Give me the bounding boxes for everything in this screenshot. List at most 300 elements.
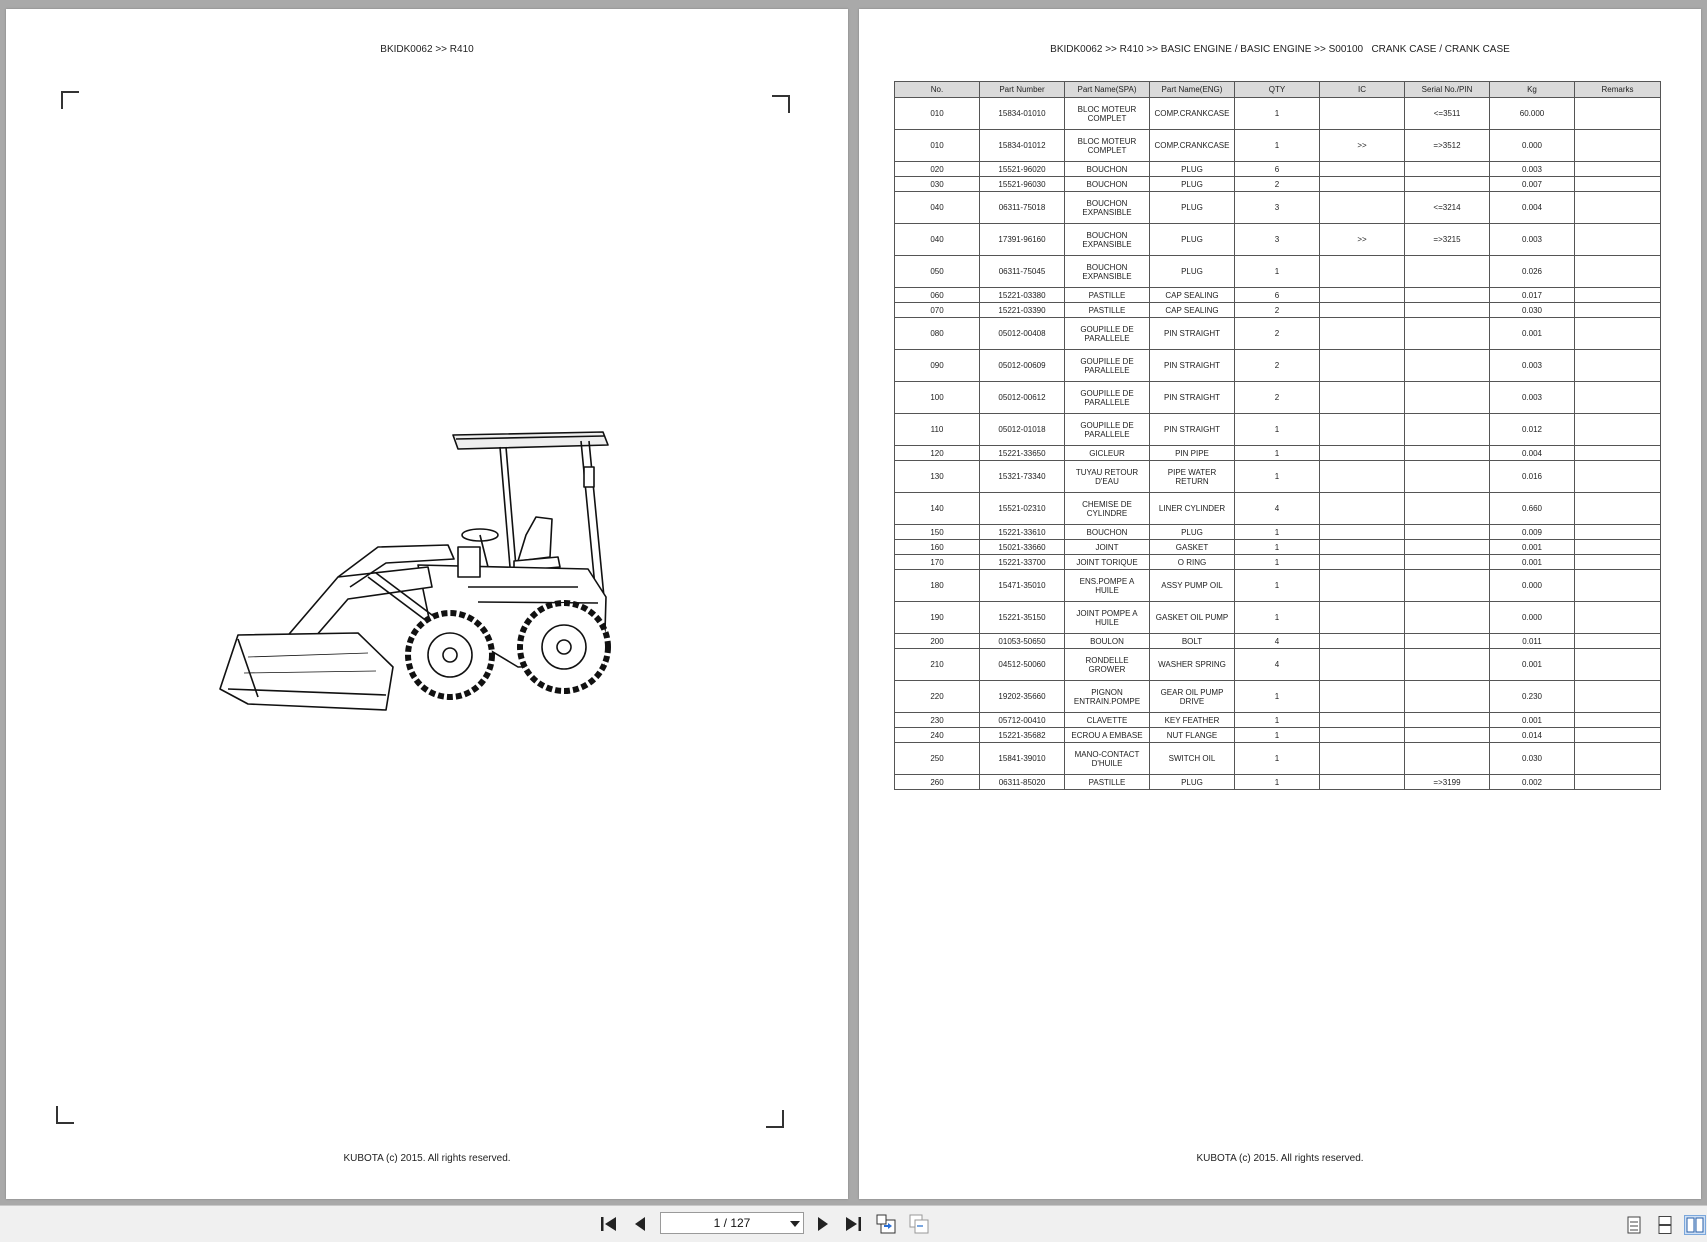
table-cell: 15834-01010 [980, 98, 1065, 130]
table-cell: 0.003 [1490, 350, 1575, 382]
table-cell: 180 [895, 570, 980, 602]
table-cell: 06311-75018 [980, 192, 1065, 224]
table-cell: =>3512 [1405, 130, 1490, 162]
table-cell [1320, 493, 1405, 525]
table-cell [1405, 649, 1490, 681]
table-cell [1575, 570, 1661, 602]
table-cell: 0.030 [1490, 743, 1575, 775]
rotate-icon [875, 1214, 897, 1234]
table-cell: 0.230 [1490, 681, 1575, 713]
table-cell: LINER CYLINDER [1150, 493, 1235, 525]
table-cell: 15521-96030 [980, 177, 1065, 192]
table-cell [1405, 634, 1490, 649]
next-page-icon [816, 1216, 830, 1232]
table-cell [1320, 192, 1405, 224]
table-cell [1575, 414, 1661, 446]
table-cell: 110 [895, 414, 980, 446]
table-cell: 06311-75045 [980, 256, 1065, 288]
table-cell: 0.002 [1490, 775, 1575, 790]
table-cell: 170 [895, 555, 980, 570]
table-row [895, 224, 1661, 256]
table-cell: PLUG [1150, 525, 1235, 540]
table-row [895, 634, 1661, 649]
table-row [895, 681, 1661, 713]
right-page-header: BKIDK0062 >> R410 >> BASIC ENGINE / BASIC ENGINE >> S00100 CRANK CASE / CRANK CASE [1050, 44, 1510, 55]
table-cell: BOULON [1065, 634, 1150, 649]
table-cell: PLUG [1150, 256, 1235, 288]
table-cell [1575, 649, 1661, 681]
table-cell [1320, 303, 1405, 318]
table-cell: GASKET [1150, 540, 1235, 555]
table-cell: 0.001 [1490, 318, 1575, 350]
table-cell [1575, 555, 1661, 570]
continuous-view-button[interactable] [1654, 1215, 1676, 1235]
table-cell: <=3511 [1405, 98, 1490, 130]
fit-page-button[interactable] [908, 1214, 930, 1234]
table-cell [1405, 288, 1490, 303]
table-cell: PIN STRAIGHT [1150, 318, 1235, 350]
table-cell: GOUPILLE DE PARALLELE [1065, 414, 1150, 446]
table-cell: CHEMISE DE CYLINDRE [1065, 493, 1150, 525]
table-cell: 1 [1235, 570, 1320, 602]
table-cell [1405, 446, 1490, 461]
table-cell: CAP SEALING [1150, 288, 1235, 303]
table-cell [1575, 540, 1661, 555]
table-cell: BOUCHON [1065, 177, 1150, 192]
table-row [895, 288, 1661, 303]
table-row [895, 98, 1661, 130]
table-row [895, 570, 1661, 602]
table-cell: TUYAU RETOUR D'EAU [1065, 461, 1150, 493]
table-cell: 1 [1235, 414, 1320, 446]
parts-table [894, 81, 1661, 790]
table-cell [1405, 525, 1490, 540]
page-number-input[interactable] [660, 1212, 804, 1234]
table-cell [1320, 728, 1405, 743]
table-cell: 05012-00609 [980, 350, 1065, 382]
table-cell: 080 [895, 318, 980, 350]
table-cell [1320, 681, 1405, 713]
table-cell: 240 [895, 728, 980, 743]
table-cell: COMP.CRANKCASE [1150, 98, 1235, 130]
table-cell [1405, 162, 1490, 177]
column-header: Kg [1490, 82, 1575, 98]
table-cell [1575, 224, 1661, 256]
table-cell: 1 [1235, 525, 1320, 540]
left-page-header: BKIDK0062 >> R410 [380, 44, 474, 55]
table-row [895, 382, 1661, 414]
table-cell: PIGNON ENTRAIN.POMPE [1065, 681, 1150, 713]
table-cell: 0.001 [1490, 713, 1575, 728]
table-cell [1575, 525, 1661, 540]
table-cell: 210 [895, 649, 980, 681]
table-cell [1320, 525, 1405, 540]
previous-page-icon [633, 1216, 647, 1232]
table-cell: 230 [895, 713, 980, 728]
table-cell: 0.003 [1490, 162, 1575, 177]
table-cell: 010 [895, 130, 980, 162]
table-cell: 15221-33650 [980, 446, 1065, 461]
table-cell: 2 [1235, 177, 1320, 192]
table-cell [1320, 177, 1405, 192]
table-row [895, 446, 1661, 461]
table-row [895, 256, 1661, 288]
table-cell: 090 [895, 350, 980, 382]
table-cell [1575, 192, 1661, 224]
last-page-button[interactable] [842, 1214, 864, 1234]
two-page-icon [1686, 1217, 1704, 1233]
table-cell: 0.012 [1490, 414, 1575, 446]
table-cell [1575, 634, 1661, 649]
table-cell: 04512-50060 [980, 649, 1065, 681]
table-cell [1320, 634, 1405, 649]
table-cell: BOUCHON EXPANSIBLE [1065, 256, 1150, 288]
table-cell: 2 [1235, 382, 1320, 414]
table-cell: 05012-00612 [980, 382, 1065, 414]
next-page-button[interactable] [812, 1214, 834, 1234]
table-cell: <=3214 [1405, 192, 1490, 224]
table-cell [1405, 303, 1490, 318]
table-cell: 0.003 [1490, 382, 1575, 414]
table-cell: 100 [895, 382, 980, 414]
crop-mark-bottom-left [56, 1106, 74, 1124]
table-cell: 040 [895, 224, 980, 256]
table-cell: 020 [895, 162, 980, 177]
right-page [859, 9, 1701, 1199]
table-cell: 0.001 [1490, 649, 1575, 681]
table-row [895, 461, 1661, 493]
table-cell: 0.000 [1490, 130, 1575, 162]
viewer-toolbar [0, 1205, 1707, 1242]
table-cell: 0.011 [1490, 634, 1575, 649]
table-row [895, 303, 1661, 318]
table-cell: PLUG [1150, 775, 1235, 790]
table-cell: 260 [895, 775, 980, 790]
table-cell: 250 [895, 743, 980, 775]
table-cell: 2 [1235, 318, 1320, 350]
chevron-down-icon [790, 1221, 800, 1227]
table-cell: 050 [895, 256, 980, 288]
table-cell: 15221-35682 [980, 728, 1065, 743]
table-row [895, 493, 1661, 525]
table-cell [1575, 461, 1661, 493]
table-row [895, 555, 1661, 570]
table-cell: 200 [895, 634, 980, 649]
table-cell [1575, 382, 1661, 414]
table-cell: 15321-73340 [980, 461, 1065, 493]
table-cell: GOUPILLE DE PARALLELE [1065, 350, 1150, 382]
table-cell: RONDELLE GROWER [1065, 649, 1150, 681]
table-cell: 15521-02310 [980, 493, 1065, 525]
table-cell: BLOC MOTEUR COMPLET [1065, 98, 1150, 130]
table-cell [1575, 350, 1661, 382]
table-cell: PIN STRAIGHT [1150, 382, 1235, 414]
table-cell [1405, 555, 1490, 570]
table-cell [1405, 681, 1490, 713]
table-cell [1405, 177, 1490, 192]
table-cell [1575, 288, 1661, 303]
table-cell: 05012-01018 [980, 414, 1065, 446]
table-cell: GOUPILLE DE PARALLELE [1065, 382, 1150, 414]
table-cell: 140 [895, 493, 980, 525]
table-cell: 130 [895, 461, 980, 493]
table-cell: 17391-96160 [980, 224, 1065, 256]
table-cell: 0.000 [1490, 570, 1575, 602]
table-cell [1405, 318, 1490, 350]
table-cell: 06311-85020 [980, 775, 1065, 790]
table-cell: O RING [1150, 555, 1235, 570]
table-cell [1405, 414, 1490, 446]
table-cell: MANO-CONTACT D'HUILE [1065, 743, 1150, 775]
table-row [895, 192, 1661, 224]
table-cell: 15221-33610 [980, 525, 1065, 540]
table-cell: 19202-35660 [980, 681, 1065, 713]
table-row [895, 649, 1661, 681]
previous-page-button[interactable] [629, 1214, 651, 1234]
table-cell: PLUG [1150, 192, 1235, 224]
table-cell: SWITCH OIL [1150, 743, 1235, 775]
table-cell: GASKET OIL PUMP [1150, 602, 1235, 634]
table-cell: 0.014 [1490, 728, 1575, 743]
table-cell [1575, 446, 1661, 461]
table-cell [1320, 162, 1405, 177]
table-cell: JOINT [1065, 540, 1150, 555]
table-cell: PLUG [1150, 224, 1235, 256]
table-cell [1575, 318, 1661, 350]
table-cell [1320, 382, 1405, 414]
table-cell [1320, 540, 1405, 555]
table-cell: GOUPILLE DE PARALLELE [1065, 318, 1150, 350]
table-cell: PIN PIPE [1150, 446, 1235, 461]
table-cell: 0.001 [1490, 555, 1575, 570]
table-cell: PIN STRAIGHT [1150, 350, 1235, 382]
table-row [895, 713, 1661, 728]
table-cell: PASTILLE [1065, 288, 1150, 303]
table-cell: 070 [895, 303, 980, 318]
table-cell: 120 [895, 446, 980, 461]
table-cell: ASSY PUMP OIL [1150, 570, 1235, 602]
table-cell [1320, 256, 1405, 288]
table-cell: 150 [895, 525, 980, 540]
table-cell: BLOC MOTEUR COMPLET [1065, 130, 1150, 162]
table-cell: 01053-50650 [980, 634, 1065, 649]
table-cell [1405, 728, 1490, 743]
table-row [895, 775, 1661, 790]
table-cell: 3 [1235, 192, 1320, 224]
rotate-button[interactable] [875, 1214, 897, 1234]
table-cell: 15521-96020 [980, 162, 1065, 177]
table-cell: PIN STRAIGHT [1150, 414, 1235, 446]
table-cell [1405, 602, 1490, 634]
table-row [895, 318, 1661, 350]
table-cell: 05012-00408 [980, 318, 1065, 350]
table-cell: 1 [1235, 540, 1320, 555]
table-cell: PLUG [1150, 162, 1235, 177]
table-cell: =>3215 [1405, 224, 1490, 256]
continuous-icon [1658, 1216, 1672, 1234]
table-cell: 4 [1235, 649, 1320, 681]
first-page-icon [600, 1216, 618, 1232]
table-header-row [895, 82, 1661, 98]
table-cell: 4 [1235, 493, 1320, 525]
table-row [895, 177, 1661, 192]
left-page-footer: KUBOTA (c) 2015. All rights reserved. [343, 1153, 511, 1164]
table-cell: CAP SEALING [1150, 303, 1235, 318]
table-cell: =>3199 [1405, 775, 1490, 790]
table-cell: WASHER SPRING [1150, 649, 1235, 681]
table-cell: 1 [1235, 130, 1320, 162]
table-cell [1405, 570, 1490, 602]
table-cell: BOUCHON EXPANSIBLE [1065, 192, 1150, 224]
table-cell: 0.001 [1490, 540, 1575, 555]
fit-page-icon [908, 1214, 930, 1234]
table-cell [1575, 602, 1661, 634]
column-header: IC [1320, 82, 1405, 98]
table-cell: 1 [1235, 256, 1320, 288]
table-cell: ECROU A EMBASE [1065, 728, 1150, 743]
table-cell: 15834-01012 [980, 130, 1065, 162]
single-page-icon [1627, 1216, 1641, 1234]
table-cell: 0.017 [1490, 288, 1575, 303]
table-cell: JOINT POMPE A HUILE [1065, 602, 1150, 634]
table-cell: 1 [1235, 743, 1320, 775]
table-cell: 0.004 [1490, 192, 1575, 224]
table-cell [1320, 602, 1405, 634]
table-cell [1575, 98, 1661, 130]
table-row [895, 602, 1661, 634]
table-cell: ENS.POMPE A HUILE [1065, 570, 1150, 602]
table-cell: 0.004 [1490, 446, 1575, 461]
table-cell: 030 [895, 177, 980, 192]
table-row [895, 414, 1661, 446]
table-cell [1575, 303, 1661, 318]
table-cell: CLAVETTE [1065, 713, 1150, 728]
crop-mark-top-right [772, 95, 790, 113]
table-cell [1575, 743, 1661, 775]
table-cell: BOUCHON [1065, 162, 1150, 177]
table-cell: 010 [895, 98, 980, 130]
table-cell [1405, 350, 1490, 382]
table-row [895, 728, 1661, 743]
table-cell [1320, 713, 1405, 728]
table-cell [1320, 570, 1405, 602]
table-cell: 1 [1235, 98, 1320, 130]
column-header: Part Number [980, 82, 1065, 98]
table-cell [1575, 162, 1661, 177]
crop-mark-top-left [61, 91, 79, 109]
table-cell: NUT FLANGE [1150, 728, 1235, 743]
first-page-button[interactable] [598, 1214, 620, 1234]
table-row [895, 743, 1661, 775]
table-cell: 1 [1235, 555, 1320, 570]
table-cell: 2 [1235, 303, 1320, 318]
table-cell: 15221-35150 [980, 602, 1065, 634]
table-cell: 1 [1235, 775, 1320, 790]
table-cell [1575, 493, 1661, 525]
table-cell [1575, 775, 1661, 790]
table-cell [1405, 713, 1490, 728]
table-cell: 60.000 [1490, 98, 1575, 130]
table-cell: COMP.CRANKCASE [1150, 130, 1235, 162]
table-cell: 060 [895, 288, 980, 303]
table-cell: >> [1320, 224, 1405, 256]
column-header: Remarks [1575, 82, 1661, 98]
table-cell: 0.030 [1490, 303, 1575, 318]
table-cell: 0.660 [1490, 493, 1575, 525]
table-cell [1575, 130, 1661, 162]
table-row [895, 540, 1661, 555]
table-cell [1320, 318, 1405, 350]
table-cell: JOINT TORIQUE [1065, 555, 1150, 570]
crop-mark-bottom-right [766, 1110, 784, 1128]
table-cell [1575, 713, 1661, 728]
table-cell [1405, 461, 1490, 493]
table-cell: 1 [1235, 461, 1320, 493]
column-header: Part Name(SPA) [1065, 82, 1150, 98]
table-cell: 4 [1235, 634, 1320, 649]
table-cell [1405, 540, 1490, 555]
table-cell: 0.026 [1490, 256, 1575, 288]
two-page-view-button[interactable] [1684, 1215, 1706, 1235]
table-cell: 15841-39010 [980, 743, 1065, 775]
right-page-footer: KUBOTA (c) 2015. All rights reserved. [1196, 1153, 1364, 1164]
table-cell: BOUCHON [1065, 525, 1150, 540]
table-cell: 6 [1235, 162, 1320, 177]
table-cell [1320, 288, 1405, 303]
table-row [895, 162, 1661, 177]
column-header: QTY [1235, 82, 1320, 98]
table-cell [1320, 350, 1405, 382]
table-cell [1320, 98, 1405, 130]
column-header: No. [895, 82, 980, 98]
table-cell [1320, 461, 1405, 493]
table-cell: PASTILLE [1065, 775, 1150, 790]
table-cell [1320, 743, 1405, 775]
table-cell: 220 [895, 681, 980, 713]
page-dropdown-button[interactable] [788, 1217, 802, 1231]
table-cell: PASTILLE [1065, 303, 1150, 318]
table-cell: 15221-03390 [980, 303, 1065, 318]
table-cell: 0.000 [1490, 602, 1575, 634]
table-cell: 0.007 [1490, 177, 1575, 192]
table-cell: 160 [895, 540, 980, 555]
table-cell [1320, 775, 1405, 790]
table-cell: 0.003 [1490, 224, 1575, 256]
table-cell: >> [1320, 130, 1405, 162]
table-cell [1320, 446, 1405, 461]
table-cell [1320, 649, 1405, 681]
table-cell: 040 [895, 192, 980, 224]
left-page [6, 9, 848, 1199]
table-cell: 05712-00410 [980, 713, 1065, 728]
table-cell: 1 [1235, 602, 1320, 634]
table-row [895, 130, 1661, 162]
table-cell: 2 [1235, 350, 1320, 382]
table-cell [1575, 681, 1661, 713]
table-cell: 1 [1235, 681, 1320, 713]
table-cell: KEY FEATHER [1150, 713, 1235, 728]
table-cell: 6 [1235, 288, 1320, 303]
table-cell [1575, 177, 1661, 192]
table-cell: 0.009 [1490, 525, 1575, 540]
single-page-view-button[interactable] [1623, 1215, 1645, 1235]
table-cell: PIPE WATER RETURN [1150, 461, 1235, 493]
table-row [895, 350, 1661, 382]
table-cell: 15221-03380 [980, 288, 1065, 303]
column-header: Serial No./PIN [1405, 82, 1490, 98]
table-cell: GEAR OIL PUMP DRIVE [1150, 681, 1235, 713]
column-header: Part Name(ENG) [1150, 82, 1235, 98]
